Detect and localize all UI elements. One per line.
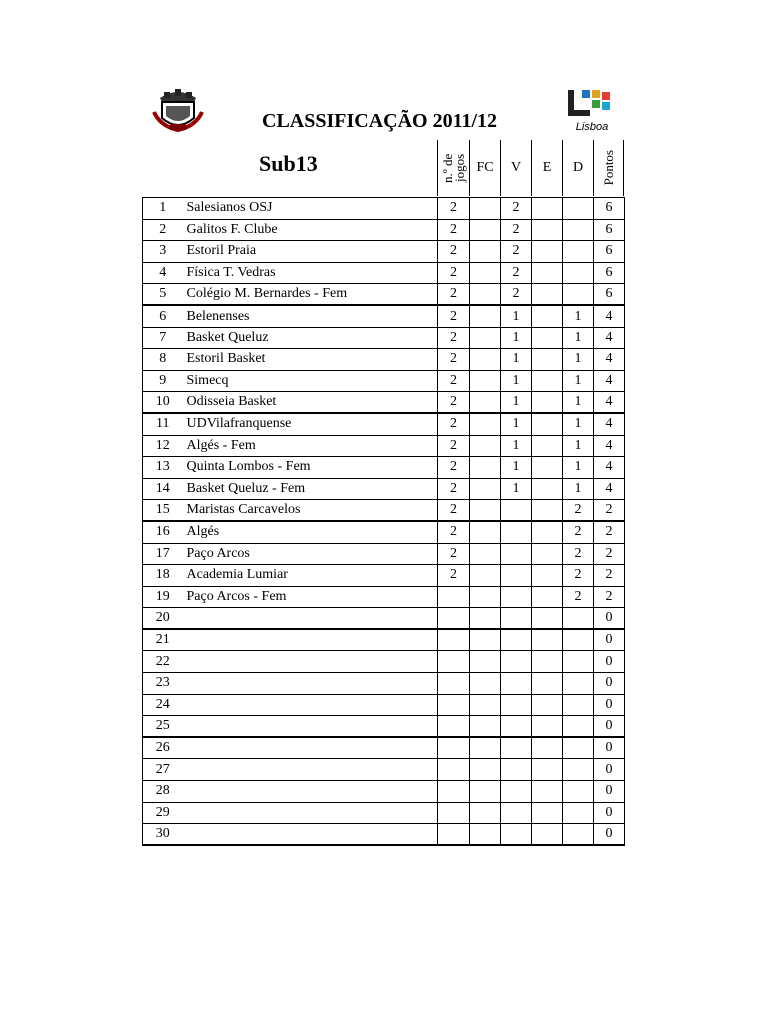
points-cell: 0 <box>594 673 625 695</box>
points-cell: 0 <box>594 737 625 759</box>
points-cell: 0 <box>594 608 625 630</box>
games-cell: 2 <box>438 241 470 263</box>
d-cell <box>563 781 594 803</box>
v-cell: 1 <box>501 478 532 500</box>
v-cell <box>501 500 532 522</box>
games-cell <box>438 781 470 803</box>
d-cell <box>563 694 594 716</box>
team-name-cell: Basket Queluz - Fem <box>183 478 438 500</box>
team-name-cell <box>183 781 438 803</box>
e-cell <box>532 241 563 263</box>
header-v <box>500 140 531 196</box>
position-cell: 4 <box>143 262 183 284</box>
fc-cell <box>470 349 501 371</box>
team-name-cell: Algés - Fem <box>183 435 438 457</box>
points-cell: 4 <box>594 435 625 457</box>
e-cell <box>532 824 563 846</box>
points-cell: 0 <box>594 759 625 781</box>
table-row <box>143 327 625 349</box>
position-cell: 26 <box>143 737 183 759</box>
e-cell <box>532 802 563 824</box>
team-name-cell: Simecq <box>183 370 438 392</box>
fc-cell <box>470 521 501 543</box>
d-cell <box>563 737 594 759</box>
d-cell: 1 <box>563 413 594 435</box>
position-cell: 28 <box>143 781 183 803</box>
games-cell: 2 <box>438 370 470 392</box>
v-cell: 1 <box>501 457 532 479</box>
header-fc <box>469 140 500 196</box>
team-name-cell: Belenenses <box>183 305 438 327</box>
standings-table <box>142 197 625 846</box>
position-cell: 19 <box>143 586 183 608</box>
games-cell: 2 <box>438 327 470 349</box>
table-row <box>143 802 625 824</box>
v-cell <box>501 629 532 651</box>
e-cell <box>532 759 563 781</box>
e-cell <box>532 521 563 543</box>
points-cell: 4 <box>594 478 625 500</box>
v-cell: 2 <box>501 198 532 220</box>
position-cell: 1 <box>143 198 183 220</box>
table-row <box>143 651 625 673</box>
d-cell: 2 <box>563 565 594 587</box>
table-row <box>143 521 625 543</box>
v-cell <box>501 608 532 630</box>
v-cell <box>501 802 532 824</box>
team-name-cell: Algés <box>183 521 438 543</box>
fc-cell <box>470 651 501 673</box>
team-name-cell <box>183 651 438 673</box>
team-name-cell: Academia Lumiar <box>183 565 438 587</box>
games-cell: 2 <box>438 478 470 500</box>
fc-cell <box>470 392 501 414</box>
lisboa-logo-text: Lisboa <box>575 121 609 133</box>
points-cell: 2 <box>594 500 625 522</box>
points-cell: 2 <box>594 521 625 543</box>
fc-cell <box>470 500 501 522</box>
v-cell <box>501 737 532 759</box>
team-name-cell <box>183 673 438 695</box>
points-cell: 2 <box>594 565 625 587</box>
v-cell: 2 <box>501 241 532 263</box>
points-cell: 2 <box>594 543 625 565</box>
table-row <box>143 716 625 738</box>
fc-cell <box>470 824 501 846</box>
team-name-cell <box>183 629 438 651</box>
table-row <box>143 219 625 241</box>
v-cell: 1 <box>501 370 532 392</box>
e-cell <box>532 262 563 284</box>
fc-cell <box>470 435 501 457</box>
points-cell: 0 <box>594 781 625 803</box>
e-cell <box>532 327 563 349</box>
fc-cell <box>470 608 501 630</box>
team-name-cell: Odisseia Basket <box>183 392 438 414</box>
e-cell <box>532 198 563 220</box>
d-cell <box>563 262 594 284</box>
table-row <box>143 500 625 522</box>
e-cell <box>532 629 563 651</box>
d-cell <box>563 198 594 220</box>
e-cell <box>532 219 563 241</box>
games-cell <box>438 802 470 824</box>
team-name-cell: Maristas Carcavelos <box>183 500 438 522</box>
team-name-cell: Quinta Lombos - Fem <box>183 457 438 479</box>
fc-cell <box>470 565 501 587</box>
points-cell: 0 <box>594 802 625 824</box>
e-cell <box>532 737 563 759</box>
header-e <box>531 140 562 196</box>
d-cell <box>563 759 594 781</box>
position-cell: 7 <box>143 327 183 349</box>
position-cell: 22 <box>143 651 183 673</box>
fc-cell <box>470 781 501 803</box>
table-row <box>143 781 625 803</box>
d-cell: 2 <box>563 521 594 543</box>
table-row <box>143 305 625 327</box>
points-cell: 4 <box>594 370 625 392</box>
lisboa-logo <box>566 88 618 134</box>
d-cell: 2 <box>563 586 594 608</box>
games-cell: 2 <box>438 219 470 241</box>
points-cell: 0 <box>594 716 625 738</box>
points-cell: 6 <box>594 262 625 284</box>
e-cell <box>532 349 563 371</box>
d-cell <box>563 219 594 241</box>
games-cell: 2 <box>438 521 470 543</box>
e-cell <box>532 543 563 565</box>
e-cell <box>532 716 563 738</box>
games-cell: 2 <box>438 284 470 306</box>
table-row <box>143 586 625 608</box>
e-cell <box>532 413 563 435</box>
v-cell: 1 <box>501 413 532 435</box>
games-cell: 2 <box>438 457 470 479</box>
table-row <box>143 694 625 716</box>
table-row <box>143 673 625 695</box>
points-cell: 0 <box>594 629 625 651</box>
games-cell: 2 <box>438 349 470 371</box>
position-cell: 8 <box>143 349 183 371</box>
team-name-cell: Salesianos OSJ <box>183 198 438 220</box>
d-cell: 1 <box>563 349 594 371</box>
games-cell <box>438 824 470 846</box>
position-cell: 24 <box>143 694 183 716</box>
position-cell: 11 <box>143 413 183 435</box>
team-name-cell <box>183 737 438 759</box>
e-cell <box>532 586 563 608</box>
v-cell: 2 <box>501 262 532 284</box>
team-name-cell <box>183 694 438 716</box>
e-cell <box>532 565 563 587</box>
e-cell <box>532 457 563 479</box>
v-cell <box>501 694 532 716</box>
table-row <box>143 370 625 392</box>
table-row <box>143 759 625 781</box>
table-row <box>143 241 625 263</box>
games-cell: 2 <box>438 543 470 565</box>
position-cell: 13 <box>143 457 183 479</box>
fc-cell <box>470 673 501 695</box>
team-name-cell <box>183 802 438 824</box>
team-name-cell: Basket Queluz <box>183 327 438 349</box>
table-row <box>143 262 625 284</box>
d-cell: 1 <box>563 457 594 479</box>
games-cell: 2 <box>438 565 470 587</box>
points-cell: 6 <box>594 284 625 306</box>
games-cell <box>438 629 470 651</box>
games-cell: 2 <box>438 305 470 327</box>
team-name-cell <box>183 716 438 738</box>
table-row <box>143 198 625 220</box>
v-cell <box>501 521 532 543</box>
table-row <box>143 457 625 479</box>
page-title: CLASSIFICAÇÃO 2011/12 <box>262 110 498 132</box>
position-cell: 14 <box>143 478 183 500</box>
position-cell: 12 <box>143 435 183 457</box>
header-points-label: Pontos <box>600 150 616 186</box>
position-cell: 5 <box>143 284 183 306</box>
fc-cell <box>470 413 501 435</box>
fc-cell <box>470 262 501 284</box>
fc-cell <box>470 305 501 327</box>
fc-cell <box>470 629 501 651</box>
v-cell <box>501 565 532 587</box>
d-cell: 1 <box>563 305 594 327</box>
games-cell: 2 <box>438 262 470 284</box>
points-cell: 6 <box>594 241 625 263</box>
header-v-label: V <box>510 160 522 175</box>
e-cell <box>532 370 563 392</box>
games-cell <box>438 694 470 716</box>
v-cell <box>501 651 532 673</box>
d-cell <box>563 284 594 306</box>
position-cell: 27 <box>143 759 183 781</box>
games-cell: 2 <box>438 392 470 414</box>
points-cell: 4 <box>594 413 625 435</box>
position-cell: 29 <box>143 802 183 824</box>
v-cell <box>501 781 532 803</box>
position-cell: 9 <box>143 370 183 392</box>
e-cell <box>532 608 563 630</box>
d-cell: 1 <box>563 435 594 457</box>
e-cell <box>532 651 563 673</box>
fc-cell <box>470 716 501 738</box>
fc-cell <box>470 737 501 759</box>
position-cell: 25 <box>143 716 183 738</box>
v-cell <box>501 824 532 846</box>
v-cell <box>501 543 532 565</box>
d-cell: 1 <box>563 327 594 349</box>
points-cell: 4 <box>594 327 625 349</box>
fc-cell <box>470 694 501 716</box>
team-name-cell: Estoril Praia <box>183 241 438 263</box>
table-row <box>143 392 625 414</box>
table-row <box>143 608 625 630</box>
fc-cell <box>470 327 501 349</box>
table-row <box>143 284 625 306</box>
v-cell: 1 <box>501 435 532 457</box>
e-cell <box>532 435 563 457</box>
fc-cell <box>470 586 501 608</box>
d-cell <box>563 651 594 673</box>
header-e-label: E <box>542 160 552 175</box>
v-cell <box>501 716 532 738</box>
team-name-cell <box>183 759 438 781</box>
e-cell <box>532 392 563 414</box>
games-cell <box>438 673 470 695</box>
d-cell <box>563 716 594 738</box>
header-games <box>437 140 469 196</box>
category-title: Sub13 <box>259 151 318 176</box>
fc-cell <box>470 241 501 263</box>
e-cell <box>532 694 563 716</box>
e-cell <box>532 500 563 522</box>
d-cell: 2 <box>563 543 594 565</box>
points-cell: 4 <box>594 457 625 479</box>
position-cell: 30 <box>143 824 183 846</box>
position-cell: 6 <box>143 305 183 327</box>
d-cell: 1 <box>563 370 594 392</box>
position-cell: 21 <box>143 629 183 651</box>
position-cell: 23 <box>143 673 183 695</box>
team-name-cell: UDVilafranquense <box>183 413 438 435</box>
games-cell <box>438 651 470 673</box>
position-cell: 18 <box>143 565 183 587</box>
header-games-label: n.º de jogos <box>439 153 467 183</box>
games-cell: 2 <box>438 413 470 435</box>
points-cell: 4 <box>594 305 625 327</box>
table-row <box>143 565 625 587</box>
table-row <box>143 824 625 846</box>
points-cell: 6 <box>594 219 625 241</box>
v-cell: 1 <box>501 392 532 414</box>
v-cell: 1 <box>501 305 532 327</box>
fc-cell <box>470 478 501 500</box>
header-d <box>562 140 593 196</box>
d-cell: 2 <box>563 500 594 522</box>
points-cell: 0 <box>594 694 625 716</box>
d-cell <box>563 608 594 630</box>
team-name-cell <box>183 608 438 630</box>
team-name-cell: Estoril Basket <box>183 349 438 371</box>
v-cell: 1 <box>501 327 532 349</box>
games-cell <box>438 716 470 738</box>
points-cell: 4 <box>594 349 625 371</box>
d-cell <box>563 241 594 263</box>
position-cell: 10 <box>143 392 183 414</box>
table-row <box>143 435 625 457</box>
points-cell: 2 <box>594 586 625 608</box>
e-cell <box>532 284 563 306</box>
e-cell <box>532 781 563 803</box>
fc-cell <box>470 219 501 241</box>
team-name-cell: Colégio M. Bernardes - Fem <box>183 284 438 306</box>
points-cell: 6 <box>594 198 625 220</box>
games-cell <box>438 608 470 630</box>
team-name-cell <box>183 824 438 846</box>
municipal-crest-logo <box>150 86 206 134</box>
table-row <box>143 629 625 651</box>
points-cell: 0 <box>594 824 625 846</box>
d-cell <box>563 802 594 824</box>
d-cell <box>563 673 594 695</box>
d-cell <box>563 629 594 651</box>
e-cell <box>532 305 563 327</box>
position-cell: 15 <box>143 500 183 522</box>
d-cell <box>563 824 594 846</box>
table-row <box>143 543 625 565</box>
position-cell: 16 <box>143 521 183 543</box>
position-cell: 3 <box>143 241 183 263</box>
fc-cell <box>470 198 501 220</box>
e-cell <box>532 478 563 500</box>
position-cell: 2 <box>143 219 183 241</box>
table-row <box>143 349 625 371</box>
games-cell: 2 <box>438 435 470 457</box>
v-cell: 2 <box>501 219 532 241</box>
fc-cell <box>470 802 501 824</box>
games-cell <box>438 586 470 608</box>
table-row <box>143 478 625 500</box>
header-points <box>593 140 624 196</box>
games-cell: 2 <box>438 198 470 220</box>
fc-cell <box>470 370 501 392</box>
position-cell: 20 <box>143 608 183 630</box>
fc-cell <box>470 284 501 306</box>
team-name-cell: Paço Arcos <box>183 543 438 565</box>
table-row <box>143 737 625 759</box>
v-cell: 1 <box>501 349 532 371</box>
team-name-cell: Física T. Vedras <box>183 262 438 284</box>
games-cell <box>438 759 470 781</box>
fc-cell <box>470 759 501 781</box>
v-cell <box>501 586 532 608</box>
team-name-cell: Galitos F. Clube <box>183 219 438 241</box>
games-cell <box>438 737 470 759</box>
e-cell <box>532 673 563 695</box>
table-row <box>143 413 625 435</box>
fc-cell <box>470 457 501 479</box>
games-cell: 2 <box>438 500 470 522</box>
points-cell: 4 <box>594 392 625 414</box>
v-cell <box>501 673 532 695</box>
header-d-label: D <box>572 160 584 175</box>
header-fc-label: FC <box>476 160 494 175</box>
v-cell: 2 <box>501 284 532 306</box>
position-cell: 17 <box>143 543 183 565</box>
v-cell <box>501 759 532 781</box>
d-cell: 1 <box>563 392 594 414</box>
fc-cell <box>470 543 501 565</box>
points-cell: 0 <box>594 651 625 673</box>
d-cell: 1 <box>563 478 594 500</box>
team-name-cell: Paço Arcos - Fem <box>183 586 438 608</box>
